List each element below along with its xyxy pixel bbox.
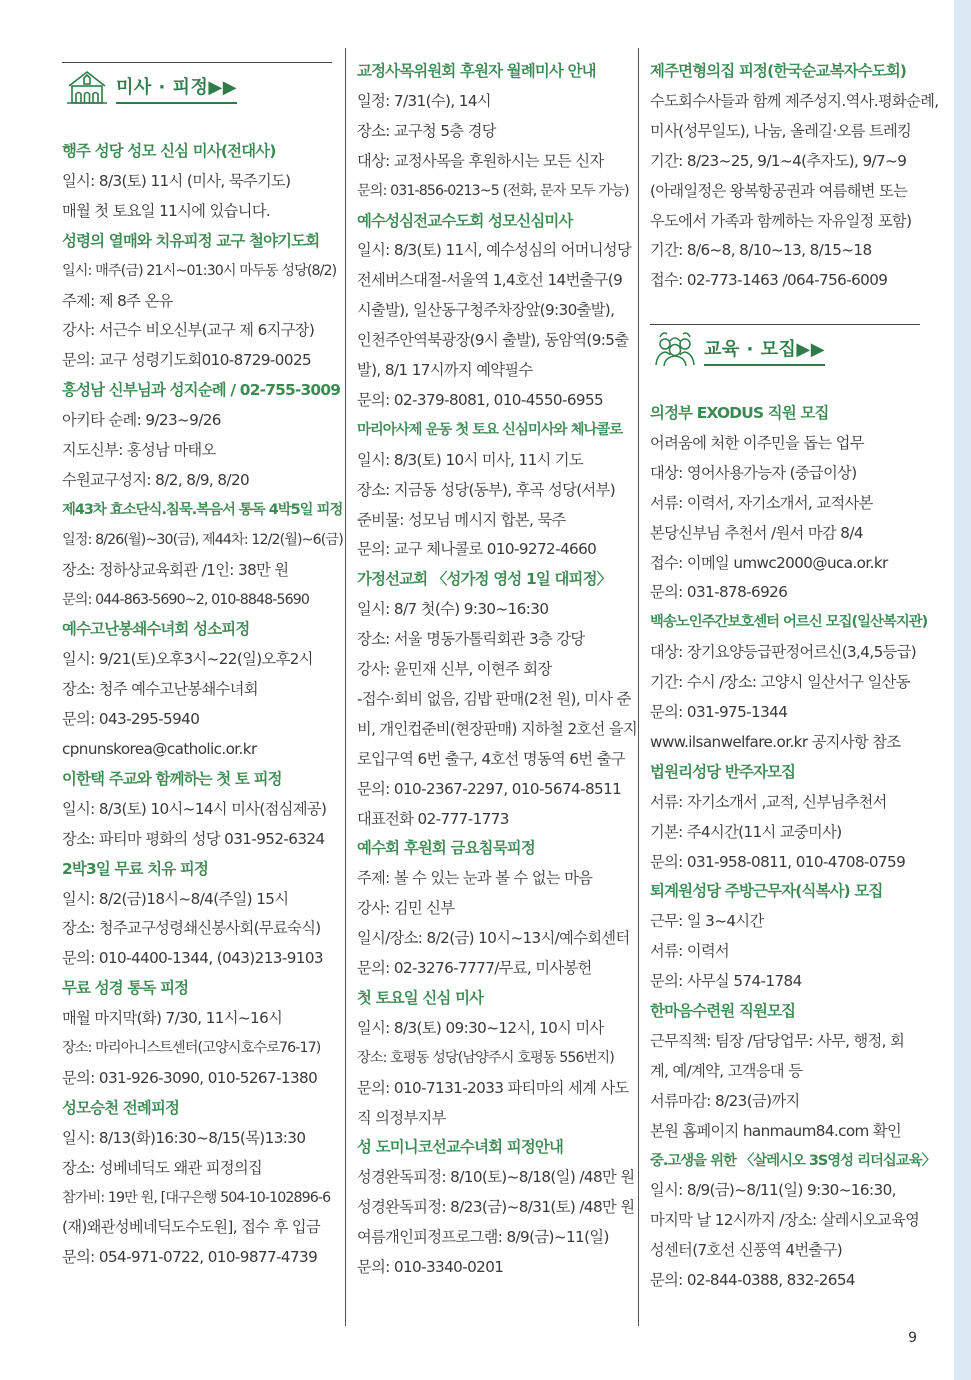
item-line: 계, 예/계약, 고객응대 등: [650, 1061, 803, 1080]
section-title: 교육 · 모집▶▶: [704, 335, 825, 366]
item-line: 기간: 8/6~8, 8/10~13, 8/15~18: [650, 241, 872, 260]
item-line: 문의: 031-878-6926: [650, 583, 788, 602]
people-icon: [653, 328, 697, 368]
item-line: 일정: 7/31(수), 14시: [357, 91, 491, 110]
item-line: 강사: 김민 신부: [357, 899, 455, 918]
item-line: 일시: 8/7 첫(수) 9:30~16:30: [357, 600, 549, 619]
item-line: 장소: 청주 예수고난봉쇄수녀회: [62, 680, 258, 699]
item-line: 우도에서 가족과 함께하는 자유일정 포함): [650, 211, 912, 230]
item-line: 문의: 031-958-0811, 010-4708-0759: [650, 852, 906, 871]
item-line: 일시/장소: 8/2(금) 10시~13시/예수회센터: [357, 929, 630, 948]
item-heading: 예수성심전교수도회 성모신심미사: [357, 211, 573, 230]
item-line: 성경완독피정: 8/23(금)~8/31(토) /48만 원: [357, 1198, 635, 1217]
item-line: 일시: 8/2(금)18시~8/4(주일) 15시: [62, 889, 289, 908]
item-heading: 첫 토요일 신심 미사: [357, 988, 484, 1007]
item-line: 직 의정부지부: [357, 1108, 446, 1127]
item-line: 지도신부: 홍성남 마태오: [62, 441, 216, 459]
item-line: 인천주안역북광장(9시 출발), 동암역(9:5출: [357, 331, 629, 350]
item-line: 본당신부님 추천서 /원서 마감 8/4: [650, 523, 863, 542]
item-heading: 제43차 효소단식.침묵.복음서 통독 4박5일 피정: [62, 501, 343, 518]
item-line: 기본: 주4시간(11시 교중미사): [650, 822, 842, 841]
item-line: 대상: 영어사용가능자 (중급이상): [650, 463, 857, 482]
item-line: 준비물: 성모님 메시지 합본, 묵주: [357, 510, 566, 529]
item-line: www.ilsanwelfare.or.kr 공지사항 참조: [650, 732, 901, 751]
item-heading: 마리아사제 운동 첫 토요 신심미사와 체나콜로: [357, 421, 623, 438]
item-line: 로입구역 6번 출구, 4호선 명동역 6번 출구: [357, 749, 625, 768]
item-line: 수도회수사들과 함께 제주성지.역사.평화순례,: [650, 91, 939, 110]
item-line: 일시: 8/13(화)16:30~8/15(목)13:30: [62, 1128, 306, 1147]
item-line: 일시: 8/9(금)~8/11(일) 9:30~16:30,: [650, 1181, 896, 1200]
item-heading: 교정사목위원회 후원자 월례미사 안내: [357, 62, 596, 80]
item-line: 강사: 서근수 비오신부(교구 제 6지구장): [62, 321, 315, 340]
item-line: 일시: 9/21(토)오후3시~22(일)오후2시: [62, 650, 313, 669]
item-line: 문의: 044-863-5690~2, 010-8848-5690: [62, 591, 309, 608]
item-line: 장소: 마리아니스트센터(고양시호수로76-17): [62, 1040, 321, 1056]
item-line: 서류마감: 8/23(금)까지: [650, 1091, 800, 1110]
item-line: 본원 홈페이지 hanmaum84.com 확인: [650, 1121, 902, 1140]
item-line: 장소: 청주교구성령쇄신봉사회(무료숙식): [62, 919, 321, 938]
item-line: 문의: 031-856-0213~5 (전화, 문자 모두 가능): [357, 182, 629, 199]
item-line: 여름개인피정프로그램: 8/9(금)~11(일): [357, 1228, 609, 1247]
item-heading: 행주 성당 성모 신심 미사(전대사): [62, 142, 276, 160]
section-header-mass: [62, 62, 332, 106]
item-line: -접수·회비 없음, 김밥 판매(2천 원), 미사 준: [357, 689, 631, 708]
church-icon: [65, 66, 109, 106]
item-line: cpnunskorea@catholic.or.kr: [62, 740, 257, 758]
item-line: 장소: 지금동 성당(동부), 후곡 성당(서부): [357, 480, 616, 499]
item-line: 근무: 일 3~4시간: [650, 912, 764, 931]
item-line: 성경완독피정: 8/10(토)~8/18(일) /48만 원: [357, 1168, 635, 1187]
item-line: 일시: 8/3(토) 10시 미사, 11시 기도: [357, 450, 584, 469]
item-heading: 중.고생을 위한 〈살레시오 3S영성 리더십교육〉: [650, 1152, 935, 1169]
item-line: 일시: 8/3(토) 09:30~12시, 10시 미사: [357, 1018, 604, 1037]
section-header-education: [650, 324, 920, 368]
item-line: 미사(성무일도), 나눔, 올레길·오름 트레킹: [650, 121, 912, 140]
item-heading: 예수고난봉쇄수녀회 성소피정: [62, 620, 250, 639]
item-line: 문의: 사무실 574-1784: [650, 972, 802, 991]
item-line: 일시: 8/3(토) 11시, 예수성심의 어머니성당: [357, 241, 632, 260]
item-heading: 예수회 후원회 금요침묵피정: [357, 839, 535, 858]
item-line: 발), 8/1 17시까지 예약필수: [357, 361, 533, 379]
section-rule: [650, 324, 920, 325]
section-rule: [62, 62, 332, 63]
item-line: 일정: 8/26(월)~30(금), 제44차: 12/2(월)~6(금): [62, 531, 343, 548]
item-line: 수원교구성지: 8/2, 8/9, 8/20: [62, 470, 250, 489]
item-line: 일시: 8/3(토) 11시 (미사, 묵주기도): [62, 171, 291, 190]
item-line: 전세버스대절-서울역 1,4호선 14번출구(9: [357, 271, 623, 290]
item-line: 문의: 02-844-0388, 832-2654: [650, 1271, 855, 1290]
item-line: 시출발), 일산동구청주차장앞(9:30출발),: [357, 301, 615, 320]
section-title: 미사 · 피정▶▶: [116, 73, 237, 104]
item-line: 강사: 윤민재 신부, 이현주 회장: [357, 660, 552, 678]
column-divider: [345, 48, 346, 1326]
item-line: 일시: 8/3(토) 10시~14시 미사(점심제공): [62, 799, 327, 818]
item-line: 문의: 010-7131-2033 파티마의 세계 사도: [357, 1078, 629, 1097]
item-line: 문의: 02-3276-7777/무료, 미사봉헌: [357, 959, 592, 977]
item-line: (재)왜관성베네딕도수도원], 접수 후 입금: [62, 1218, 321, 1237]
item-line: 문의: 043-295-5940: [62, 710, 200, 729]
item-line: 대상: 장기요양등급판정어르신(3,4,5등급): [650, 643, 917, 662]
item-line: 접수: 02-773-1463 /064-756-6009: [650, 271, 888, 290]
item-line: 장소: 교구청 5층 경당: [357, 121, 496, 140]
item-line: 참가비: 19만 원, [대구은행 504-10-102896-6: [62, 1189, 331, 1206]
item-heading: 성 도미니코선교수녀회 피정안내: [357, 1138, 564, 1157]
item-line: 서류: 이력서: [650, 942, 730, 961]
item-heading: 홍성남 신부님과 성지순례 / 02-755-3009: [62, 381, 341, 400]
item-heading: 가정선교회 〈성가정 영성 1일 대피정〉: [357, 570, 612, 589]
item-line: 기간: 수시 /장소: 고양시 일산서구 일산동: [650, 673, 910, 692]
page-number: 9: [908, 1330, 917, 1346]
item-line: 장소: 서울 명동가톨릭회관 3층 강당: [357, 630, 585, 649]
item-line: 주제: 볼 수 있는 눈과 볼 수 없는 마음: [357, 869, 593, 888]
item-heading: 한마음수련원 직원모집: [650, 1002, 796, 1020]
item-heading: 무료 성경 통독 피정: [62, 979, 189, 998]
item-line: 장소: 성베네딕도 왜관 피정의집: [62, 1158, 263, 1177]
item-heading: 의정부 EXODUS 직원 모집: [650, 404, 829, 422]
item-line: 문의: 교구 체나콜로 010-9272-4660: [357, 540, 597, 559]
column-divider: [638, 48, 639, 1326]
item-line: 대상: 교정사목을 후원하시는 모든 신자: [357, 151, 604, 170]
item-line: 성센터(7호선 신풍역 4번출구): [650, 1241, 843, 1260]
item-heading: 이한택 주교와 함께하는 첫 토 피정: [62, 769, 282, 788]
item-heading: 제주면형의집 피정(한국순교복자수도회): [650, 62, 907, 80]
item-line: 아키타 순례: 9/23~9/26: [62, 411, 221, 430]
item-heading: 성령의 열매와 치유피정 교구 철야기도회: [62, 231, 320, 250]
item-heading: 퇴계원성당 주방근무자(식복사) 모집: [650, 882, 883, 901]
item-heading: 2박3일 무료 치유 피정: [62, 859, 209, 878]
item-line: 장소: 파티마 평화의 성당 031-952-6324: [62, 829, 325, 848]
item-line: 문의: 031-926-3090, 010-5267-1380: [62, 1068, 318, 1087]
page-edge-band: [954, 0, 971, 1380]
item-heading: 성모승천 전례피정: [62, 1098, 180, 1117]
item-line: 장소: 정하상교육회관 /1인: 38만 원: [62, 560, 289, 579]
item-line: 근무직책: 팀장 /담당업무: 사무, 행정, 회: [650, 1031, 905, 1050]
item-line: 문의: 054-971-0722, 010-9877-4739: [62, 1248, 318, 1267]
item-line: 매월 마지막(화) 7/30, 11시~16시: [62, 1009, 283, 1028]
item-heading: 법원리성당 반주자모집: [650, 762, 796, 781]
item-line: 마지막 날 12시까지 /장소: 살레시오교육영: [650, 1211, 920, 1230]
item-line: (아래일정은 왕복항공권과 여름해변 또는: [650, 181, 908, 200]
item-line: 접수: 이메일 umwc2000@uca.or.kr: [650, 553, 888, 572]
item-line: 서류: 이력서, 자기소개서, 교적사본: [650, 493, 873, 512]
item-line: 문의: 031-975-1344: [650, 703, 788, 721]
item-line: 서류: 자기소개서 ,교적, 신부님추천서: [650, 792, 887, 811]
item-line: 문의: 교구 성령기도회010-8729-0025: [62, 351, 312, 370]
item-line: 문의: 02-379-8081, 010-4550-6955: [357, 390, 604, 409]
item-line: 대표전화 02-777-1773: [357, 809, 509, 828]
item-line: 매월 첫 토요일 11시에 있습니다.: [62, 201, 271, 220]
item-line: 문의: 010-3340-0201: [357, 1258, 504, 1276]
item-line: 어려움에 처한 이주민을 돕는 업무: [650, 433, 864, 452]
item-line: 비, 개인컵준비(현장판매) 지하철 2호선 을지: [357, 719, 638, 738]
item-line: 주제: 제 8주 온유: [62, 291, 173, 310]
item-line: 문의: 010-4400-1344, (043)213-9103: [62, 949, 323, 968]
item-line: 문의: 010-2367-2297, 010-5674-8511: [357, 779, 622, 798]
item-line: 일시: 매주(금) 21시~01:30시 마두동 성당(8/2): [62, 262, 337, 279]
item-line: 기간: 8/23~25, 9/1~4(추자도), 9/7~9: [650, 151, 907, 170]
item-line: 장소: 호평동 성당(남양주시 호평동 556번지): [357, 1049, 614, 1066]
item-heading: 백송노인주간보호센터 어르신 모집(일산복지관): [650, 614, 928, 631]
